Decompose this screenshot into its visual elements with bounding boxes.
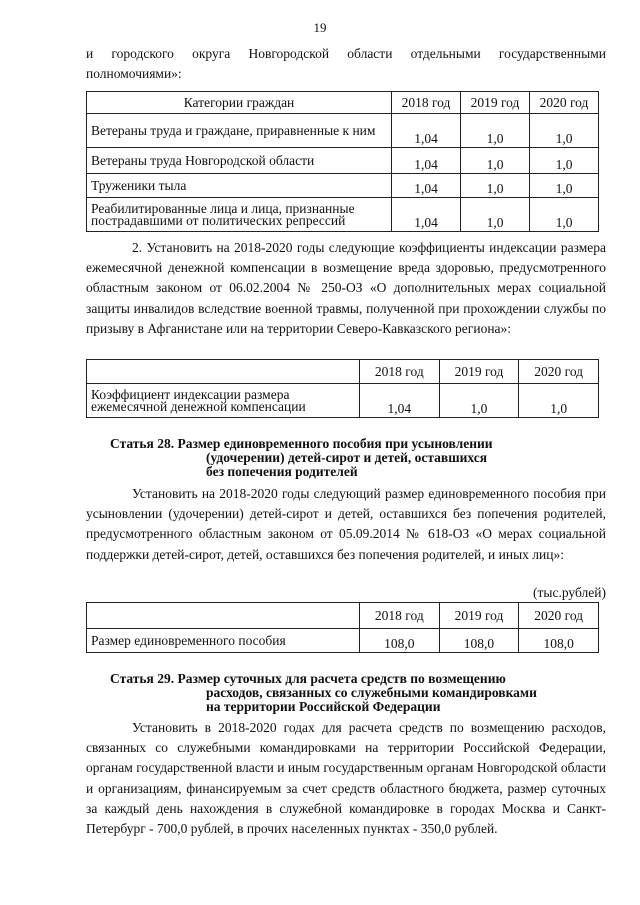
cell-2019: 108,0 (439, 629, 519, 653)
cell-2018: 108,0 (360, 629, 440, 653)
table-allowance (86, 602, 599, 653)
article-28-heading (110, 437, 590, 479)
header-2020: 2020 год (530, 92, 599, 114)
header-2020: 2020 год (519, 360, 599, 384)
article-29-line3: на территории Российской Федерации (206, 699, 441, 714)
cell-2019: 1,0 (461, 148, 530, 174)
cell-2020: 1,0 (530, 148, 599, 174)
article-28-line1: Статья 28. Размер единовременного пособия при усыновлении (110, 436, 493, 451)
cell-2018: 1,04 (392, 114, 461, 148)
article-28-text: Установить на 2018-2020 годы следующий размер единовременного пособия при усыновлении (удочерении) детей-сирот и детей, оставшихся без попечения родителей, предусмотренного областным законом от 05.09.2014 № 618-ОЗ «О мерах социальной поддержки детей-сирот, детей, оставшихся без попечения родителей, и иных лиц»: (86, 486, 606, 562)
units-label: (тыс.рублей) (533, 585, 606, 600)
cell-2020: 108,0 (519, 629, 599, 653)
row-label: Реабилитированные лица и лица, признанные пострадавшими от политических репрессий (87, 198, 392, 232)
header-2020: 2020 год (519, 603, 599, 629)
row-label: Труженики тыла (87, 174, 392, 198)
table-row (87, 148, 599, 174)
table-categories (86, 91, 599, 232)
article-29-text: Установить в 2018-2020 годах для расчета средств по возмещению расходов, связанных со служебными командировками на территории Российской Федерации, органам государственной власти и иным государственным органам Новгородской области и организациям, финансируемым за счет средств областного бюджета, размер суточных за каждый день нахождения в служебной командировке в городах Москва и Санкт-Петербург - 700,0 рублей, в прочих населенных пунктах - 350,0 рублей. (86, 720, 606, 837)
table-row (87, 114, 599, 148)
article-29-line2: расходов, связанных со служебными командировками (206, 685, 537, 700)
header-2018: 2018 год (392, 92, 461, 114)
cell-2018: 1,04 (360, 384, 440, 418)
cell-2018: 1,04 (392, 148, 461, 174)
article-28-line2: (удочерении) детей-сирот и детей, оставшихся (206, 450, 488, 465)
table-row (87, 174, 599, 198)
cell-2019: 1,0 (461, 174, 530, 198)
header-empty (87, 603, 360, 629)
cell-2019: 1,0 (461, 198, 530, 232)
table-coefficient (86, 359, 599, 418)
cell-2020: 1,0 (530, 198, 599, 232)
row-label: Коэффициент индексации размера ежемесячной денежной компенсации (87, 384, 360, 418)
row-label: Ветераны труда Новгородской области (87, 148, 392, 174)
header-2019: 2019 год (461, 92, 530, 114)
row-label: Ветераны труда и граждане, приравненные к ним (87, 114, 392, 148)
cell-2020: 1,0 (530, 114, 599, 148)
header-category: Категории граждан (87, 92, 392, 114)
article-29-line1: Статья 29. Размер суточных для расчета средств по возмещению (110, 671, 506, 686)
header-2019: 2019 год (439, 360, 519, 384)
table-header-row (87, 603, 599, 629)
header-2019: 2019 год (439, 603, 519, 629)
table-header-row (87, 92, 599, 114)
header-2018: 2018 год (360, 603, 440, 629)
page-number: 19 (313, 20, 327, 35)
article-28-line3: без попечения родителей (206, 464, 358, 479)
paragraph-2: 2. Установить на 2018-2020 годы следующие коэффициенты индексации размера ежемесячной денежной компенсации в возмещение вреда здоровью, предусмотренного областным законом от 06.02.2004 № 250-ОЗ «О дополнительных мерах социальной защиты инвалидов вследствие военной травмы, полученной при прохождении службы по призыву в Афганистане или на территории Северо-Кавказского региона»: (86, 240, 606, 336)
cell-2019: 1,0 (461, 114, 530, 148)
cell-2019: 1,0 (439, 384, 519, 418)
table-header-row (87, 360, 599, 384)
article-29-heading (110, 672, 590, 714)
header-empty (87, 360, 360, 384)
cell-2020: 1,0 (530, 174, 599, 198)
intro-paragraph: и городского округа Новгородской области отдельными государственными полномочиями»: (86, 46, 606, 82)
header-2018: 2018 год (360, 360, 440, 384)
cell-2018: 1,04 (392, 198, 461, 232)
cell-2018: 1,04 (392, 174, 461, 198)
row-label: Размер единовременного пособия (87, 629, 360, 653)
table-row (87, 629, 599, 653)
cell-2020: 1,0 (519, 384, 599, 418)
table-row (87, 384, 599, 418)
table-row (87, 198, 599, 232)
